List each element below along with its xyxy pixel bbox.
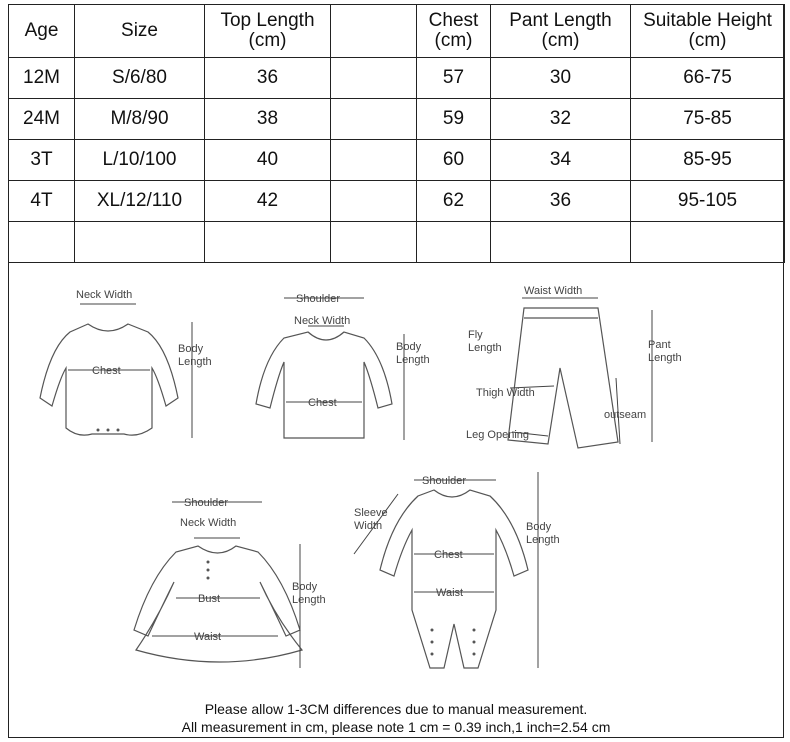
table-cell: 38 [205, 99, 331, 140]
top-shoulder-label: Shoulder [296, 293, 341, 305]
column-header [9, 5, 75, 58]
pants-outseam-label: outseam [604, 409, 647, 421]
column-header-line: (cm) [541, 30, 580, 51]
romper-body-length-label [526, 521, 560, 546]
romper-shoulder-label: Shoulder [422, 475, 467, 487]
bodysuit-diagram [40, 289, 212, 438]
pants-fly-length-line1: Fly [468, 329, 483, 341]
table-cell: 36 [491, 181, 631, 222]
column-header-line: Chest [428, 10, 479, 31]
table-row [9, 140, 785, 181]
table-cell [331, 58, 417, 99]
pants-pant-length-line1: Pant [648, 339, 671, 351]
table-body [9, 58, 785, 263]
table-cell [9, 222, 75, 263]
top-neck-width-label: Neck Width [294, 315, 351, 327]
table-cell [491, 222, 631, 263]
romper-sleeve-width-line2: Width [354, 520, 383, 532]
table-cell: M/8/90 [75, 99, 205, 140]
note-line-2: All measurement in cm, please note 1 cm = 0.39 inch,1 inch=2.54 cm [181, 719, 611, 735]
bodysuit-body-length-line1: Body [178, 343, 204, 355]
table-cell: 32 [491, 99, 631, 140]
column-header-line: (cm) [434, 30, 473, 51]
bodysuit-body-length-label [178, 343, 212, 368]
top-body-length-line1: Body [396, 341, 422, 353]
table-header-row [9, 5, 785, 58]
pants-waist-width-label: Waist Width [524, 285, 583, 297]
dress-body-length-line2: Length [292, 594, 326, 606]
top-chest-label: Chest [308, 397, 337, 409]
romper-diagram [354, 472, 560, 668]
table-cell: 66-75 [631, 58, 785, 99]
table-cell [331, 140, 417, 181]
column-header [631, 5, 785, 58]
romper-waist-label: Waist [436, 587, 464, 599]
table-cell: 62 [417, 181, 491, 222]
table-cell: 34 [491, 140, 631, 181]
top-diagram [256, 293, 430, 440]
bodysuit-neck-width-label: Neck Width [76, 289, 133, 301]
table-cell: S/6/80 [75, 58, 205, 99]
table-cell: 59 [417, 99, 491, 140]
table-row [9, 58, 785, 99]
pants-fly-length-line2: Length [468, 342, 502, 354]
top-body-length-line2: Length [396, 354, 430, 366]
column-header-line: Size [121, 20, 158, 41]
pants-leg-opening-label: Leg Opening [466, 429, 529, 441]
table-cell: 12M [9, 58, 75, 99]
table-cell [331, 222, 417, 263]
pants-fly-length-label [468, 329, 502, 354]
column-header-line: Suitable Height [643, 10, 772, 31]
table-cell: 3T [9, 140, 75, 181]
table-cell: 57 [417, 58, 491, 99]
measurement-notes [8, 700, 784, 736]
table-cell: 24M [9, 99, 75, 140]
romper-sleeve-width-line1: Sleeve [354, 507, 388, 519]
romper-body-length-line1: Body [526, 521, 552, 533]
size-table [8, 4, 785, 263]
bodysuit-chest-label: Chest [92, 365, 121, 377]
table-cell [417, 222, 491, 263]
table-cell: 36 [205, 58, 331, 99]
table-cell: 42 [205, 181, 331, 222]
dress-neck-width-label: Neck Width [180, 517, 237, 529]
table-cell [331, 181, 417, 222]
table-cell: L/10/100 [75, 140, 205, 181]
table-row [9, 99, 785, 140]
dress-waist-label: Waist [194, 631, 222, 643]
table-cell [631, 222, 785, 263]
pants-thigh-width-label: Thigh Width [476, 387, 535, 399]
dress-shoulder-label: Shoulder [184, 497, 229, 509]
column-header [331, 5, 417, 58]
pants-diagram [466, 285, 682, 448]
dress-body-length-line1: Body [292, 581, 318, 593]
column-header [205, 5, 331, 58]
pants-pant-length-line2: Length [648, 352, 682, 364]
table-cell: 85-95 [631, 140, 785, 181]
table-cell: 95-105 [631, 181, 785, 222]
table-cell [205, 222, 331, 263]
column-header-line: (cm) [688, 30, 727, 51]
pants-pant-length-label [648, 339, 682, 364]
note-line-1: Please allow 1-3CM differences due to manual measurement. [204, 701, 588, 717]
table-cell [331, 99, 417, 140]
top-body-length-label [396, 341, 430, 366]
table-cell: XL/12/110 [75, 181, 205, 222]
dress-diagram [134, 497, 326, 668]
table-cell: 40 [205, 140, 331, 181]
column-header [417, 5, 491, 58]
romper-sleeve-width-label [354, 507, 388, 532]
romper-body-length-line2: Length [526, 534, 560, 546]
column-header-line: Top Length [220, 10, 315, 31]
column-header-line: (cm) [248, 30, 287, 51]
table-row [9, 181, 785, 222]
column-header-line: Pant Length [509, 10, 612, 31]
table-cell [75, 222, 205, 263]
column-header [491, 5, 631, 58]
column-header [75, 5, 205, 58]
table-row [9, 222, 785, 263]
measurement-diagrams [8, 258, 784, 738]
column-header-line: Age [24, 20, 59, 41]
bodysuit-body-length-line2: Length [178, 356, 212, 368]
table-cell: 30 [491, 58, 631, 99]
dress-body-length-label [292, 581, 326, 606]
dress-bust-label: Bust [198, 593, 221, 605]
romper-chest-label: Chest [434, 549, 463, 561]
table-cell: 4T [9, 181, 75, 222]
table-cell: 75-85 [631, 99, 785, 140]
table-cell: 60 [417, 140, 491, 181]
